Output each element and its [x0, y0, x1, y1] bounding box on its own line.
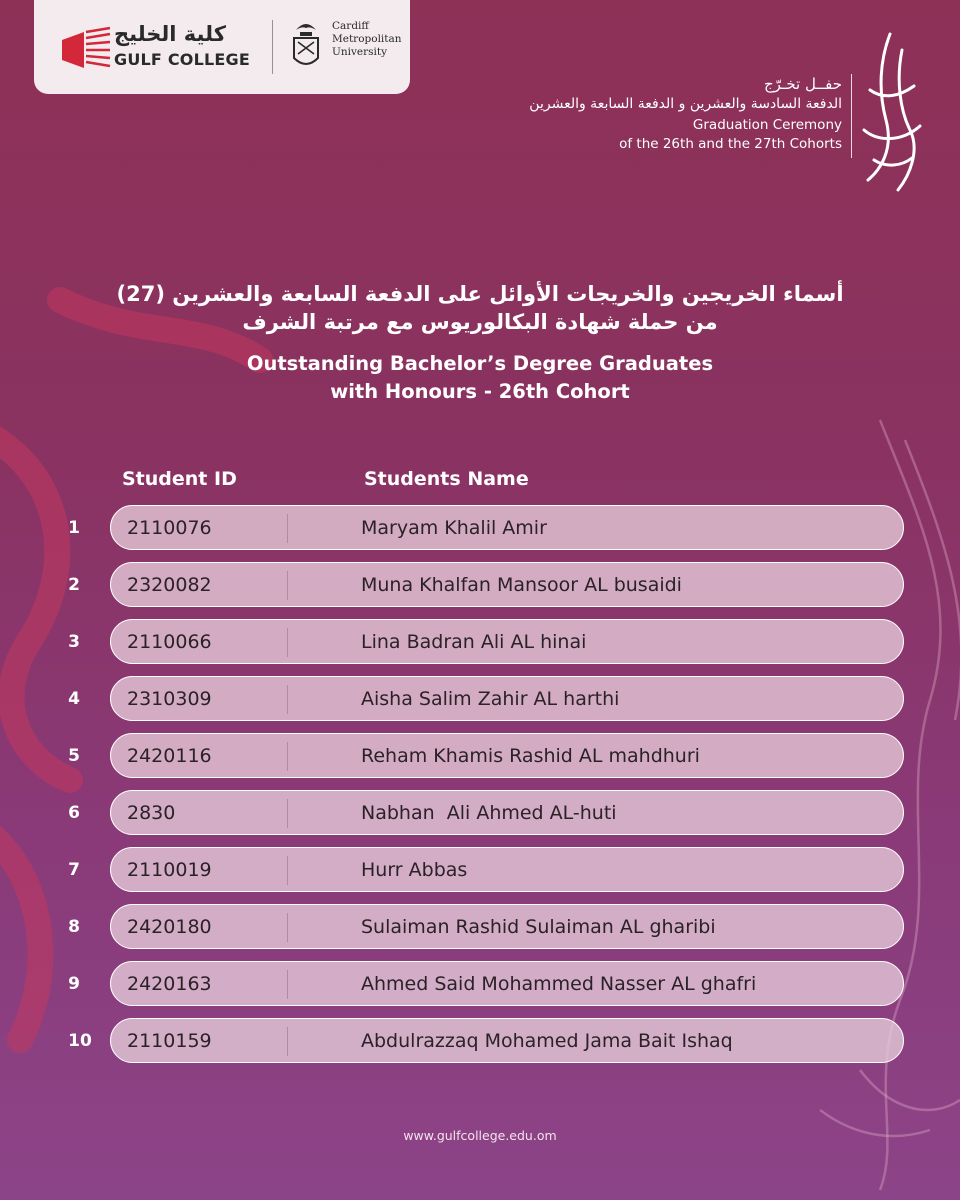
cell-divider	[287, 742, 288, 771]
row-number: 1	[68, 518, 80, 538]
logo-plate	[34, 0, 410, 94]
arabic-title-line-1: أسماء الخريجين والخريجات الأوائل على الدفعة السابعة والعشرين (27)	[116, 282, 844, 306]
table-row	[110, 847, 904, 892]
cell-divider	[287, 514, 288, 543]
column-header-student-id: Student ID	[122, 468, 237, 490]
cell-divider	[287, 1027, 288, 1056]
student-name: Nabhan Ali Ahmed AL-huti	[361, 802, 617, 824]
ceremony-english-cohorts: of the 26th and the 27th Cohorts	[619, 136, 842, 152]
gulf-college-arabic-name: كلية الخليج	[114, 22, 226, 46]
table-row	[110, 961, 904, 1006]
cardiff-met-name	[332, 20, 412, 59]
calligraphy-logo-icon	[850, 30, 930, 200]
cardiff-crest-icon	[288, 16, 324, 74]
student-id: 2420116	[127, 745, 212, 767]
logo-divider	[272, 20, 273, 74]
ceremony-arabic-title: حفــل تخـرّج	[764, 75, 842, 93]
cardiff-name-line: University	[332, 46, 388, 58]
student-id: 2310309	[127, 688, 212, 710]
table-row	[110, 1018, 904, 1063]
cell-divider	[287, 571, 288, 600]
column-header-student-name: Students Name	[364, 468, 529, 490]
cell-divider	[287, 913, 288, 942]
student-name: Lina Badran Ali AL hinai	[361, 631, 587, 653]
cell-divider	[287, 856, 288, 885]
row-number: 4	[68, 689, 80, 709]
student-id: 2110019	[127, 859, 212, 881]
student-name: Muna Khalfan Mansoor AL busaidi	[361, 574, 682, 596]
cardiff-name-line: Metropolitan	[332, 33, 402, 45]
table-row	[110, 733, 904, 778]
student-name: Reham Khamis Rashid AL mahdhuri	[361, 745, 700, 767]
student-id: 2420163	[127, 973, 212, 995]
cell-divider	[287, 970, 288, 999]
page-titles	[0, 280, 960, 406]
row-number: 6	[68, 803, 80, 823]
arabic-title-line-2: من حملة شهادة البكالوريوس مع مرتبة الشرف	[242, 310, 718, 334]
gulf-college-emblem-icon	[60, 26, 112, 74]
student-id: 2420180	[127, 916, 212, 938]
row-number: 7	[68, 860, 80, 880]
row-number: 2	[68, 575, 80, 595]
website-link[interactable]: www.gulfcollege.edu.om	[403, 1128, 557, 1143]
cell-divider	[287, 685, 288, 714]
cell-divider	[287, 628, 288, 657]
table-row	[110, 562, 904, 607]
student-name: Maryam Khalil Amir	[361, 517, 547, 539]
row-number: 10	[68, 1031, 92, 1051]
student-name: Ahmed Said Mohammed Nasser AL ghafri	[361, 973, 757, 995]
student-id: 2110066	[127, 631, 212, 653]
student-id: 2830	[127, 802, 176, 824]
table-row	[110, 619, 904, 664]
row-number: 3	[68, 632, 80, 652]
gulf-college-english-name: GULF COLLEGE	[114, 50, 250, 69]
cardiff-name-line: Cardiff	[332, 20, 369, 32]
student-name: Hurr Abbas	[361, 859, 468, 881]
table-row	[110, 904, 904, 949]
row-number: 5	[68, 746, 80, 766]
student-name: Sulaiman Rashid Sulaiman AL gharibi	[361, 916, 716, 938]
ceremony-arabic-cohorts: الدفعة السادسة والعشرين و الدفعة السابعة والعشرين	[529, 96, 842, 112]
ceremony-english-title: Graduation Ceremony	[692, 117, 842, 133]
student-name: Aisha Salim Zahir AL harthi	[361, 688, 620, 710]
table-row	[110, 676, 904, 721]
gulf-college-logo	[60, 20, 260, 76]
student-name: Abdulrazzaq Mohamed Jama Bait Ishaq	[361, 1030, 733, 1052]
student-id: 2320082	[127, 574, 212, 596]
english-title-line-2: with Honours - 26th Cohort	[330, 380, 630, 403]
student-id: 2110159	[127, 1030, 212, 1052]
student-id: 2110076	[127, 517, 212, 539]
table-row	[110, 790, 904, 835]
row-number: 8	[68, 917, 80, 937]
row-number: 9	[68, 974, 80, 994]
english-title-line-1: Outstanding Bachelor’s Degree Graduates	[246, 352, 714, 375]
cell-divider	[287, 799, 288, 828]
table-row	[110, 505, 904, 550]
ceremony-header	[529, 74, 842, 154]
